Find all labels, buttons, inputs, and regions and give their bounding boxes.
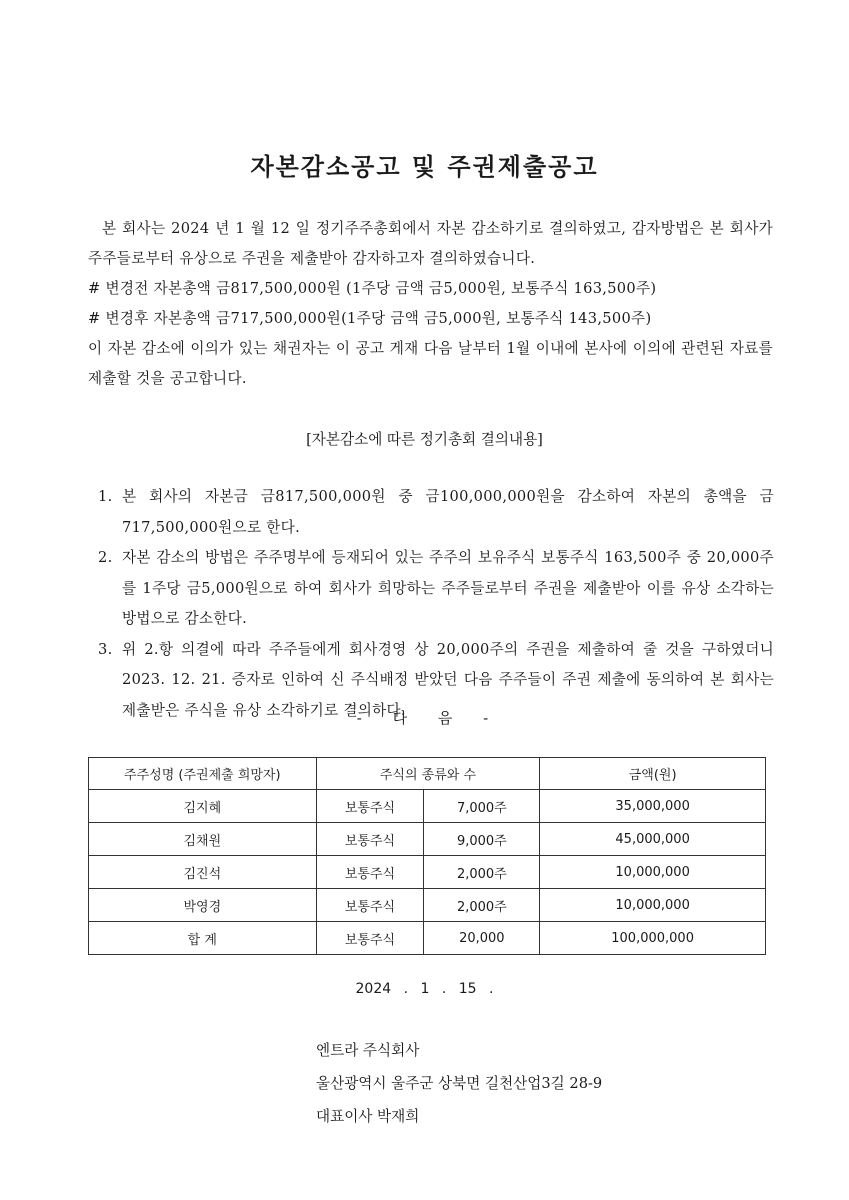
- total-amount: 100,000,000: [540, 922, 766, 955]
- capital-before: # 변경전 자본총액 금817,500,000원 (1주당 금액 금5,000원, 보통주식 163,500주): [88, 280, 657, 297]
- shareholder-table: [88, 757, 766, 955]
- intro-section: [88, 214, 773, 394]
- share-type: 보통주식: [316, 856, 424, 889]
- company-block: [316, 1034, 602, 1133]
- total-share-count: 20,000: [424, 922, 540, 955]
- shareholder-name: 김지혜: [89, 790, 317, 823]
- resolution-text: 본 회사의 자본금 금817,500,000원 중 금100,000,000원을 감소하여 자본의 총액을 금717,500,000원으로 한다.: [122, 488, 774, 536]
- share-amount: 10,000,000: [540, 856, 766, 889]
- company-address: 울산광역시 울주군 상북면 길천산업3길 28-9: [316, 1075, 603, 1092]
- table-total-row: [89, 922, 766, 955]
- share-count: 7,000주: [424, 790, 540, 823]
- table-row: [89, 889, 766, 922]
- total-share-type: 보통주식: [316, 922, 424, 955]
- resolution-list: [98, 482, 774, 726]
- resolution-heading: [자본감소에 따른 정기총회 결의내용]: [306, 431, 543, 448]
- header-amount: 금액(원): [540, 758, 766, 790]
- company-representative: 대표이사 박재희: [316, 1108, 420, 1125]
- shareholder-name: 김채원: [89, 823, 317, 856]
- table-row: [89, 823, 766, 856]
- header-share-type: 주식의 종류와 수: [316, 758, 540, 790]
- share-count: 9,000주: [424, 823, 540, 856]
- shareholder-name: 박영경: [89, 889, 317, 922]
- total-label: 합 계: [89, 922, 317, 955]
- share-amount: 35,000,000: [540, 790, 766, 823]
- share-type: 보통주식: [316, 823, 424, 856]
- table-row: [89, 790, 766, 823]
- share-type: 보통주식: [316, 889, 424, 922]
- intro-paragraph: 본 회사는 2024 년 1 월 12 일 정기주주총회에서 자본 감소하기로 결의하였고, 감자방법은 본 회사가 주주들로부터 유상으로 주권을 제출받아 감자하고자 결의하였습니다.: [88, 220, 773, 267]
- resolution-text: 자본 감소의 방법은 주주명부에 등재되어 있는 주주의 보유주식 보통주식 163,500주 중 20,000주를 1주당 금5,000원으로 하여 회사가 희망하는 주주들로부터 주권을 제출받아 이를 유상 소각하는 방법으로 감소한다.: [122, 549, 774, 627]
- capital-after: # 변경후 자본총액 금717,500,000원(1주당 금액 금5,000원, 보통주식 143,500주): [88, 310, 652, 327]
- resolution-text: 위 2.항 의결에 따라 주주들에게 회사경영 상 20,000주의 주권을 제출하여 줄 것을 구하였더니 2023. 12. 21. 증자로 인하여 신 주식배정 받았던 다음 주주들이 주권 제출에 동의하여 본 회사는 제출받은 주식을 유상 소각하기로 결의하다.: [122, 640, 774, 719]
- document-title: 자본감소공고 및 주권제출공고: [250, 153, 599, 181]
- share-count: 2,000주: [424, 856, 540, 889]
- notice-heading: - 다 음 -: [356, 709, 493, 727]
- share-type: 보통주식: [316, 790, 424, 823]
- shareholder-name: 김진석: [89, 856, 317, 889]
- creditor-notice: 이 자본 감소에 이의가 있는 채권자는 이 공고 게재 다음 날부터 1월 이내에 본사에 이의에 관련된 자료를 제출할 것을 공고합니다.: [88, 340, 773, 387]
- resolution-item: [98, 482, 774, 543]
- share-amount: 45,000,000: [540, 823, 766, 856]
- resolution-number: 2.: [98, 549, 113, 566]
- notice-date: 2024 . 1 . 15 .: [355, 981, 494, 997]
- table-header-row: [89, 758, 766, 790]
- resolution-number: 1.: [98, 488, 113, 505]
- share-amount: 10,000,000: [540, 889, 766, 922]
- company-name: 엔트라 주식회사: [316, 1042, 420, 1059]
- share-count: 2,000주: [424, 889, 540, 922]
- resolution-number: 3.: [98, 640, 113, 658]
- header-shareholder: 주주성명 (주권제출 희망자): [89, 758, 317, 790]
- table-row: [89, 856, 766, 889]
- resolution-item: [98, 543, 774, 635]
